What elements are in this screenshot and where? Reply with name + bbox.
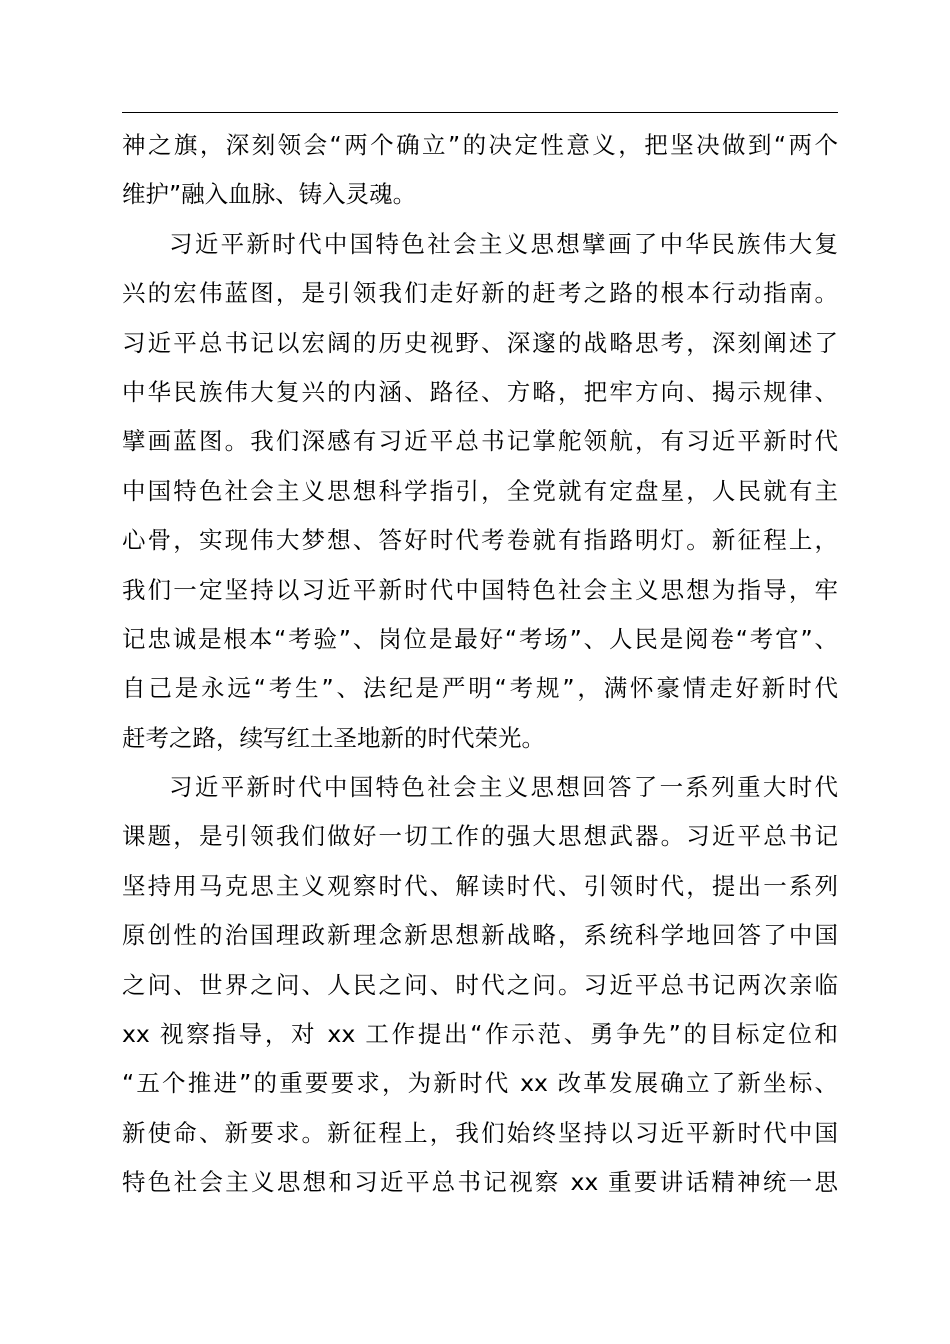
text-line: 擘画蓝图。我们深感有习近平总书记掌舵领航，有习近平新时代 — [122, 427, 838, 456]
document-body — [122, 121, 838, 1208]
text-line: 习近平新时代中国特色社会主义思想擘画了中华民族伟大复 — [169, 229, 838, 258]
text-line: 中国特色社会主义思想科学指引，全党就有定盘星，人民就有主 — [122, 476, 838, 505]
text-line: 兴的宏伟蓝图，是引领我们走好新的赶考之路的根本行动指南。 — [122, 279, 838, 308]
text-line: xx 视察指导，对 xx 工作提出“作示范、勇争先”的目标定位和 — [122, 1020, 838, 1049]
text-line: 自己是永远“考生”、法纪是严明“考规”，满怀豪情走好新时代 — [122, 674, 838, 703]
text-line: 赶考之路，续写红土圣地新的时代荣光。 — [122, 723, 545, 752]
header-rule — [122, 112, 838, 113]
text-line: 课题，是引领我们做好一切工作的强大思想武器。习近平总书记 — [122, 822, 838, 851]
text-line: 心骨，实现伟大梦想、答好时代考卷就有指路明灯。新征程上， — [122, 526, 838, 555]
text-line: 新使命、新要求。新征程上，我们始终坚持以习近平新时代中国 — [122, 1118, 838, 1147]
paragraph-3 — [122, 763, 838, 1208]
text-line: 记忠诚是根本“考验”、岗位是最好“考场”、人民是阅卷“考官”、 — [122, 624, 838, 653]
text-line: 维护”融入血脉、铸入灵魂。 — [122, 180, 417, 209]
paragraph-1 — [122, 121, 838, 220]
text-line: 特色社会主义思想和习近平总书记视察 xx 重要讲话精神统一思 — [122, 1168, 838, 1197]
paragraph-2 — [122, 220, 838, 763]
text-line: 神之旗，深刻领会“两个确立”的决定性意义，把坚决做到“两个 — [122, 131, 838, 159]
text-line: 原创性的治国理政新理念新思想新战略，系统科学地回答了中国 — [122, 921, 838, 950]
text-line: 中华民族伟大复兴的内涵、路径、方略，把牢方向、揭示规律、 — [122, 377, 838, 406]
text-line: 坚持用马克思主义观察时代、解读时代、引领时代，提出一系列 — [122, 871, 838, 900]
text-line: 习近平新时代中国特色社会主义思想回答了一系列重大时代 — [169, 773, 838, 802]
text-line: 我们一定坚持以习近平新时代中国特色社会主义思想为指导，牢 — [122, 575, 838, 604]
text-line: “五个推进”的重要要求，为新时代 xx 改革发展确立了新坐标、 — [122, 1069, 838, 1098]
text-line: 之问、世界之问、人民之问、时代之问。习近平总书记两次亲临 — [122, 970, 838, 999]
text-line: 习近平总书记以宏阔的历史视野、深邃的战略思考，深刻阐述了 — [122, 328, 838, 357]
